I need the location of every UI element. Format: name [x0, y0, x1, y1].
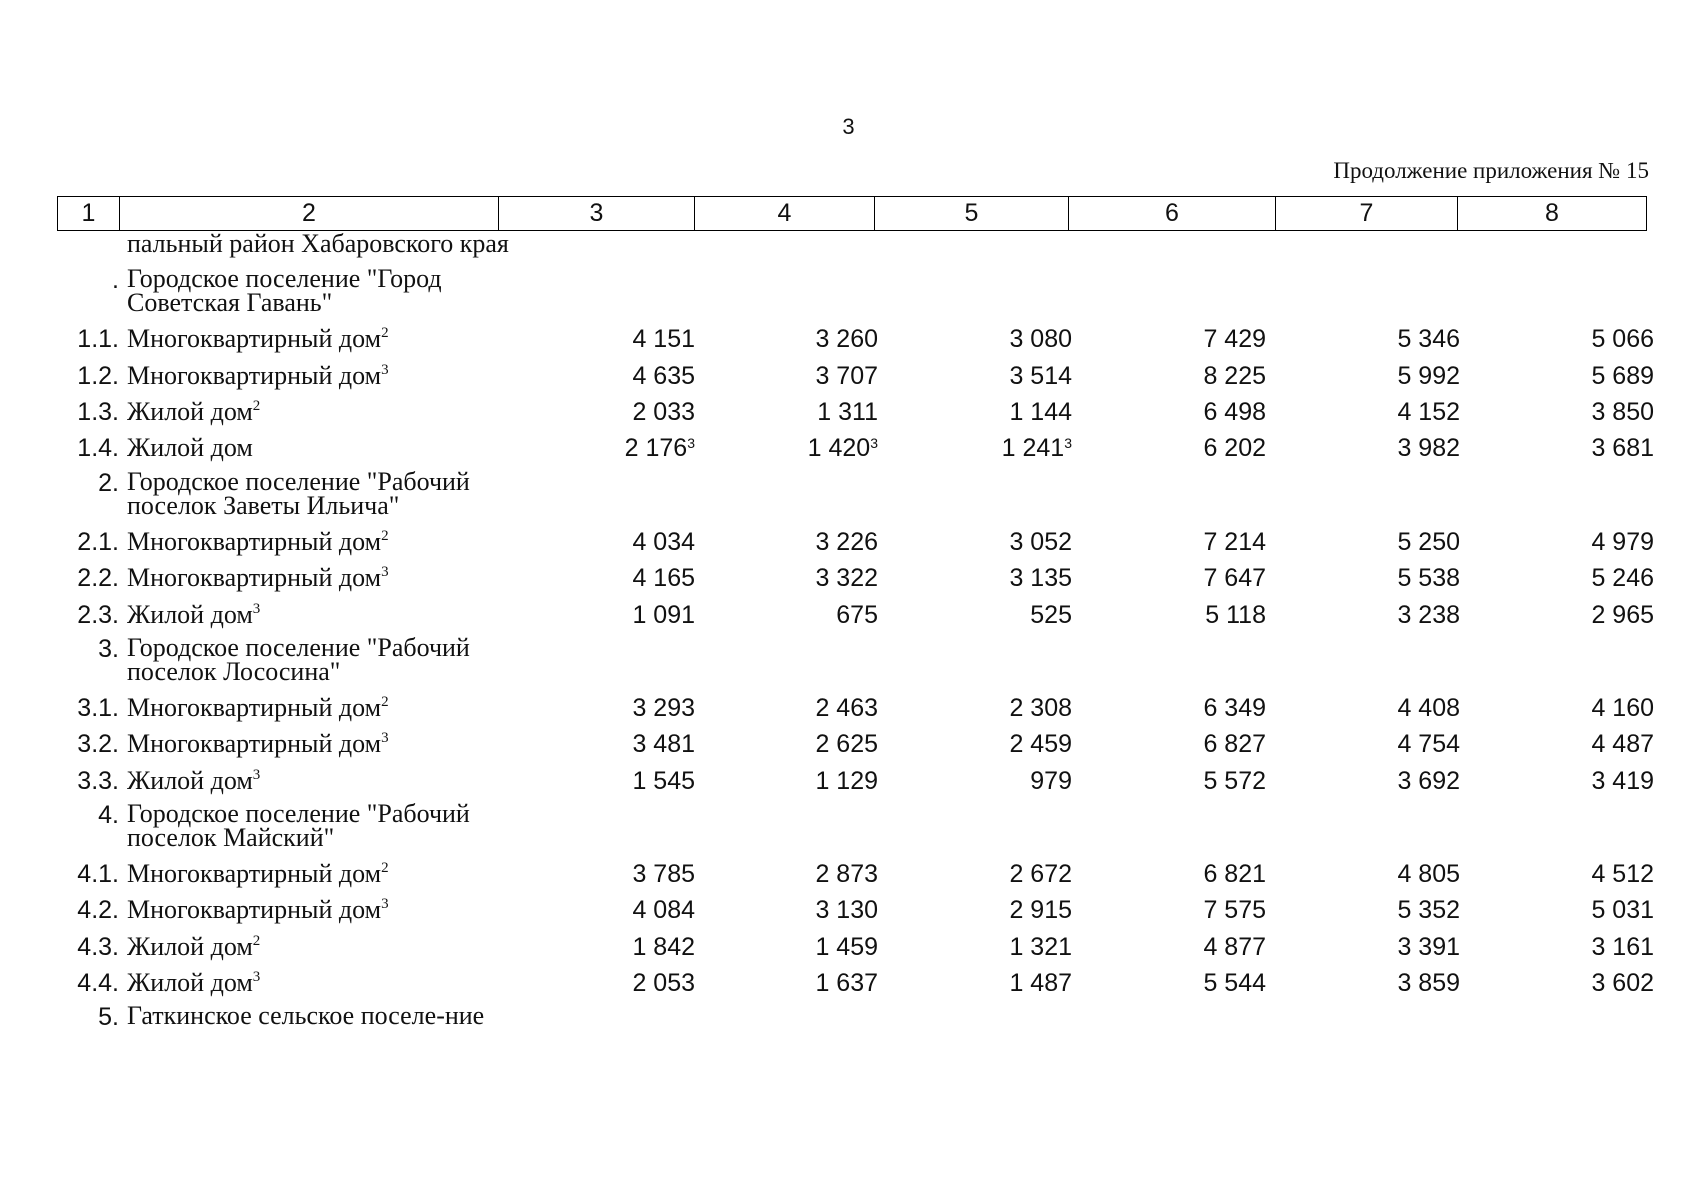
value-text: 2 033 [632, 397, 695, 426]
value-text: 3 785 [632, 860, 695, 889]
row-number: 1.1. [77, 325, 119, 354]
row-number: 2.2. [77, 564, 119, 593]
value-cell [1460, 730, 1654, 758]
row-name [124, 601, 512, 629]
value-text: 1 091 [632, 600, 695, 629]
value-cell [695, 933, 878, 961]
row-name [124, 325, 512, 353]
footnote-marker: 2 [381, 527, 389, 544]
value-text: 2 965 [1591, 600, 1654, 629]
table-row [57, 726, 1654, 762]
value-cell [1460, 325, 1654, 353]
footnote-marker: 3 [870, 435, 878, 452]
value-cell [1072, 362, 1266, 390]
header-cell: 3 [498, 197, 694, 230]
value-text: 4 487 [1591, 730, 1654, 759]
value-text: 1 144 [1009, 397, 1072, 426]
continuation-label: Продолжение приложения № 15 [1333, 158, 1649, 183]
value-text: 7 214 [1203, 527, 1266, 556]
value-cell [1266, 564, 1460, 592]
row-number: 1.4. [77, 434, 119, 463]
value-cell [512, 969, 695, 997]
value-cell [878, 601, 1072, 629]
row-name [124, 398, 512, 426]
value-text: 1 487 [1009, 969, 1072, 998]
value-cell [878, 860, 1072, 888]
value-cell [695, 601, 878, 629]
value-cell [1460, 860, 1654, 888]
value-text: 4 754 [1397, 730, 1460, 759]
row-number: 5. [98, 1003, 119, 1032]
value-cell [878, 933, 1072, 961]
footnote-marker: 3 [252, 600, 261, 617]
value-cell [1072, 767, 1266, 795]
footnote-marker: 2 [381, 860, 389, 877]
value-cell [512, 730, 695, 758]
value-text: 3 135 [1009, 564, 1072, 593]
row-number: 3.1. [77, 693, 119, 722]
value-text: 5 346 [1397, 325, 1460, 354]
table-row [57, 763, 1654, 799]
value-cell [512, 398, 695, 426]
table-row [57, 929, 1654, 965]
value-text: 979 [1030, 766, 1072, 795]
value-cell [1072, 564, 1266, 592]
table-row [57, 430, 1654, 466]
value-cell [1460, 694, 1654, 722]
row-name-text: Многоквартирный дом [127, 692, 382, 722]
value-text: 5 538 [1397, 564, 1460, 593]
value-cell [695, 730, 878, 758]
value-text: 1 241 [1001, 434, 1065, 463]
value-cell [1460, 896, 1654, 924]
row-number: 1.2. [77, 361, 119, 390]
table-row [57, 560, 1654, 596]
value-text: 5 544 [1203, 969, 1266, 998]
value-text: 3 850 [1591, 397, 1654, 426]
value-text: 5 118 [1205, 600, 1266, 629]
value-text: 3 052 [1009, 527, 1072, 556]
value-text: 3 161 [1591, 932, 1654, 961]
page-number: 3 [842, 114, 855, 139]
value-cell [512, 601, 695, 629]
value-cell [1266, 362, 1460, 390]
value-text: 2 176 [624, 434, 688, 463]
value-cell [512, 362, 695, 390]
value-cell [1460, 528, 1654, 556]
value-text: 7 575 [1203, 896, 1266, 925]
value-text: 3 419 [1591, 766, 1654, 795]
row-name-text: Многоквартирный дом [127, 729, 382, 759]
row-name [124, 466, 512, 520]
value-text: 5 066 [1591, 325, 1654, 354]
value-text: 3 514 [1009, 361, 1072, 390]
value-text: 1 321 [1009, 932, 1072, 961]
value-text: 5 250 [1397, 527, 1460, 556]
value-text: 6 202 [1203, 434, 1266, 463]
value-text: 4 084 [632, 896, 695, 925]
row-name-text: Многоквартирный дом [127, 526, 382, 556]
value-text: 675 [836, 600, 878, 629]
footnote-marker: 3 [381, 730, 389, 747]
value-text: 4 151 [632, 325, 695, 354]
value-cell [512, 528, 695, 556]
row-name-text: Городское поселение "Рабочий поселок Лососина" [127, 632, 470, 686]
row-number: 3.2. [77, 730, 119, 759]
value-cell [1460, 601, 1654, 629]
table-header-row [57, 196, 1647, 231]
value-text: 4 805 [1397, 860, 1460, 889]
value-text: 2 459 [1009, 730, 1072, 759]
value-text: 3 293 [632, 693, 695, 722]
value-text: 3 130 [815, 896, 878, 925]
footnote-marker: 3 [1064, 435, 1072, 452]
value-text: 3 260 [815, 325, 878, 354]
row-name [124, 767, 512, 795]
value-text: 5 992 [1397, 361, 1460, 390]
footnote-marker: 3 [381, 896, 389, 913]
table-body [57, 229, 1654, 1036]
value-cell [878, 362, 1072, 390]
value-text: 3 859 [1397, 969, 1460, 998]
value-cell [695, 362, 878, 390]
value-cell [878, 730, 1072, 758]
row-name: пальный район Хабаровского края [127, 229, 509, 258]
value-cell [1072, 860, 1266, 888]
value-text: 4 979 [1591, 527, 1654, 556]
table-row [57, 596, 1654, 632]
value-text: 4 512 [1591, 860, 1654, 889]
value-text: 2 308 [1009, 693, 1072, 722]
header-cell: 4 [694, 197, 874, 230]
row-number: 4.3. [77, 932, 119, 961]
footnote-marker: 3 [381, 564, 389, 581]
value-cell [878, 528, 1072, 556]
value-cell [878, 325, 1072, 353]
value-text: 3 391 [1397, 932, 1460, 961]
table-row [57, 524, 1654, 560]
row-name [124, 362, 512, 390]
row-number: 2.3. [77, 600, 119, 629]
value-cell [1266, 325, 1460, 353]
row-number: 4. [98, 800, 119, 829]
table-row [57, 229, 1647, 264]
table-row [57, 1001, 1647, 1036]
row-name: Городское поселение "Город Советская Гавань" [127, 264, 442, 317]
value-cell [695, 896, 878, 924]
footnote-marker: 3 [252, 766, 261, 783]
header-cell: 6 [1068, 197, 1275, 230]
value-cell [1072, 434, 1266, 462]
value-cell [1072, 896, 1266, 924]
value-cell [695, 694, 878, 722]
value-cell [512, 933, 695, 961]
value-cell [1460, 564, 1654, 592]
row-name [124, 632, 512, 686]
value-text: 5 352 [1397, 896, 1460, 925]
value-text: 1 545 [632, 766, 695, 795]
value-text: 1 129 [815, 766, 878, 795]
table-row [57, 321, 1654, 357]
value-text: 1 311 [817, 397, 878, 426]
row-name-text: Жилой дом [127, 765, 253, 795]
row-name-text: Многоквартирный дом [127, 895, 382, 925]
value-cell [512, 694, 695, 722]
row-number: 2.1. [77, 527, 119, 556]
value-text: 6 821 [1203, 860, 1266, 889]
value-cell [695, 564, 878, 592]
header-cell: 5 [874, 197, 1068, 230]
value-cell [1266, 398, 1460, 426]
value-cell [1266, 933, 1460, 961]
value-text: 2 915 [1009, 896, 1072, 925]
value-cell [695, 325, 878, 353]
row-number: 4.1. [77, 860, 119, 889]
row-name [124, 969, 512, 997]
value-cell [695, 969, 878, 997]
header-cell: 8 [1457, 197, 1646, 230]
value-cell [512, 564, 695, 592]
row-name-text: Городское поселение "Рабочий поселок Майский" [127, 798, 470, 852]
value-cell [1266, 730, 1460, 758]
value-text: 2 873 [815, 860, 878, 889]
value-text: 3 481 [632, 730, 695, 759]
value-text: 5 689 [1591, 361, 1654, 390]
value-text: 3 226 [815, 527, 878, 556]
footnote-marker: 3 [252, 969, 261, 986]
value-cell [512, 434, 695, 462]
footnote-marker: 3 [381, 361, 389, 378]
row-name [124, 564, 512, 592]
row-number: 1.3. [77, 397, 119, 426]
row-name [124, 933, 512, 961]
value-text: 6 827 [1203, 730, 1266, 759]
header-cell: 2 [119, 197, 498, 230]
value-text: 2 672 [1009, 860, 1072, 889]
value-cell [1266, 969, 1460, 997]
value-cell [1072, 694, 1266, 722]
value-cell [1072, 325, 1266, 353]
value-text: 7 647 [1203, 564, 1266, 593]
value-cell [1460, 434, 1654, 462]
value-text: 4 160 [1591, 693, 1654, 722]
table-row [57, 633, 1647, 690]
table-row [57, 856, 1654, 892]
row-name-text: Многоквартирный дом [127, 563, 382, 593]
value-cell [1072, 969, 1266, 997]
value-cell [1266, 528, 1460, 556]
row-number: 2. [98, 468, 119, 497]
value-cell [878, 896, 1072, 924]
value-cell [878, 694, 1072, 722]
value-text: 4 034 [632, 527, 695, 556]
table-row [57, 394, 1654, 430]
row-name-text: Многоквартирный дом [127, 859, 382, 889]
value-text: 6 349 [1203, 693, 1266, 722]
table-row [57, 965, 1654, 1001]
table-row [57, 892, 1654, 928]
footnote-marker: 3 [687, 435, 695, 452]
row-number: . [112, 266, 119, 294]
value-text: 2 463 [815, 693, 878, 722]
row-name-text: Городское поселение "Рабочий поселок Заветы Ильича" [127, 466, 470, 520]
header-cell: 7 [1275, 197, 1457, 230]
value-cell [1460, 969, 1654, 997]
value-cell [512, 896, 695, 924]
value-text: 8 225 [1203, 361, 1266, 390]
row-name-text: Многоквартирный дом [127, 324, 382, 354]
value-text: 3 602 [1591, 969, 1654, 998]
value-text: 4 152 [1397, 397, 1460, 426]
row-name [124, 860, 512, 888]
value-text: 1 420 [807, 434, 871, 463]
value-cell [1266, 896, 1460, 924]
value-text: 4 165 [632, 564, 695, 593]
row-name [124, 730, 512, 758]
value-cell [1266, 694, 1460, 722]
value-text: 4 635 [632, 361, 695, 390]
value-text: 4 877 [1203, 932, 1266, 961]
value-cell [695, 528, 878, 556]
value-text: 2 053 [632, 969, 695, 998]
value-cell [512, 860, 695, 888]
value-cell [878, 969, 1072, 997]
value-text: 3 681 [1591, 434, 1654, 463]
row-number: 4.4. [77, 969, 119, 998]
footnote-marker: 2 [381, 693, 389, 710]
value-cell [1072, 528, 1266, 556]
value-cell [695, 398, 878, 426]
value-cell [695, 434, 878, 462]
table-row [57, 799, 1647, 856]
value-text: 3 982 [1397, 434, 1460, 463]
row-name-text: Гаткинское сельское поселе-ние [127, 1001, 485, 1031]
value-text: 1 459 [815, 932, 878, 961]
value-text: 4 408 [1397, 693, 1460, 722]
value-cell [878, 564, 1072, 592]
value-cell [1460, 362, 1654, 390]
value-cell [1460, 767, 1654, 795]
value-cell [878, 767, 1072, 795]
value-cell [512, 767, 695, 795]
value-text: 6 498 [1203, 397, 1266, 426]
value-text: 5 246 [1591, 564, 1654, 593]
value-text: 3 692 [1397, 766, 1460, 795]
footnote-marker: 2 [381, 325, 389, 342]
value-cell [1266, 767, 1460, 795]
row-name-text: Жилой дом [127, 433, 253, 463]
value-text: 5 572 [1203, 766, 1266, 795]
value-text: 7 429 [1203, 325, 1266, 354]
value-text: 1 637 [815, 969, 878, 998]
row-number: 4.2. [77, 896, 119, 925]
value-text: 3 707 [815, 361, 878, 390]
row-name-text: Жилой дом [127, 968, 253, 998]
row-name [124, 528, 512, 556]
row-name [124, 798, 512, 852]
value-text: 3 080 [1009, 325, 1072, 354]
row-name [124, 1001, 512, 1031]
row-number: 3.3. [77, 766, 119, 795]
value-cell [878, 434, 1072, 462]
row-name-text: Многоквартирный дом [127, 360, 382, 390]
value-text: 2 625 [815, 730, 878, 759]
value-cell [1072, 398, 1266, 426]
row-number: 3. [98, 634, 119, 663]
value-cell [1266, 860, 1460, 888]
value-text: 5 031 [1591, 896, 1654, 925]
value-cell [1266, 434, 1460, 462]
table-row [57, 690, 1654, 726]
value-text: 1 842 [632, 932, 695, 961]
row-name-text: Жилой дом [127, 599, 253, 629]
value-cell [695, 860, 878, 888]
value-cell [512, 325, 695, 353]
footnote-marker: 2 [252, 397, 261, 414]
value-text: 3 238 [1397, 600, 1460, 629]
row-name-text: Жилой дом [127, 396, 253, 426]
table-row [57, 467, 1647, 524]
table-row [57, 264, 1647, 321]
header-cell: 1 [81, 199, 96, 227]
row-name [124, 896, 512, 924]
value-text: 3 322 [815, 564, 878, 593]
value-cell [1460, 398, 1654, 426]
row-name [124, 434, 512, 462]
row-name [124, 694, 512, 722]
table-row [57, 357, 1654, 393]
value-cell [1072, 933, 1266, 961]
value-cell [1072, 601, 1266, 629]
value-cell [878, 398, 1072, 426]
value-cell [1266, 601, 1460, 629]
row-name-text: Жилой дом [127, 931, 253, 961]
value-cell [695, 767, 878, 795]
footnote-marker: 2 [252, 932, 261, 949]
value-cell [1460, 933, 1654, 961]
value-text: 525 [1030, 600, 1072, 629]
value-cell [1072, 730, 1266, 758]
